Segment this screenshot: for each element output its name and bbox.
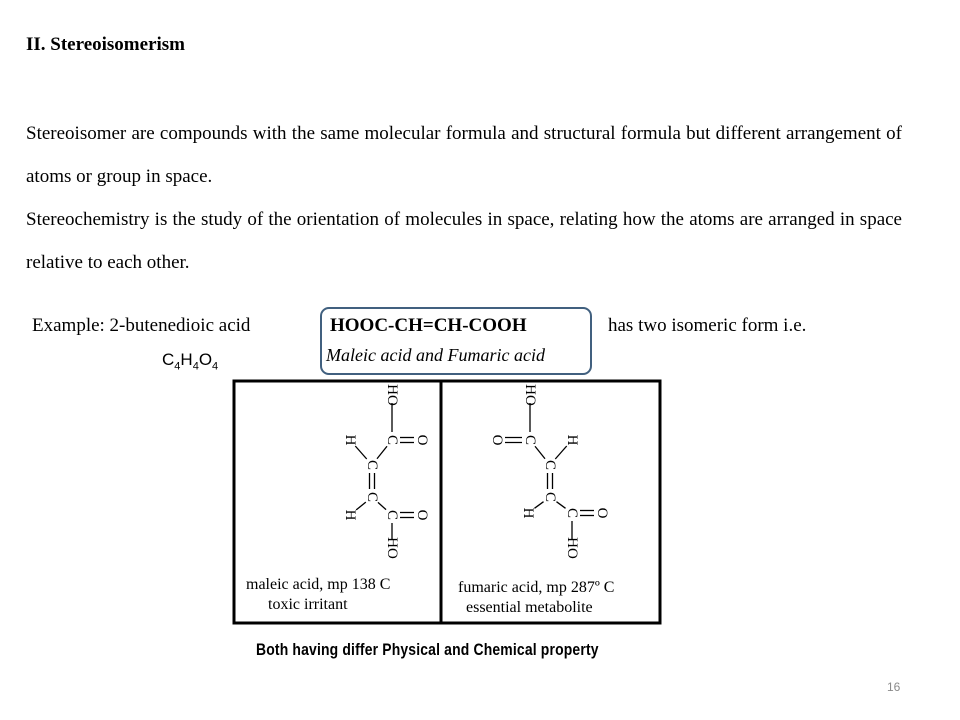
atom-label: C [364, 491, 380, 503]
atom-label: C [364, 459, 380, 471]
atom-label: C [542, 459, 558, 471]
mf-o: O [198, 350, 213, 369]
atom-label: HO [384, 537, 400, 559]
atom-label: C [542, 491, 558, 503]
atom-label: C [522, 434, 538, 446]
structural-formula: HOOC-CH=CH-COOH [330, 315, 527, 336]
atom-label: C [564, 507, 580, 519]
mf-h: H [180, 350, 193, 369]
atom-label: H [564, 434, 580, 446]
atom-label: C [384, 434, 400, 446]
isomer-names: Maleic acid and Fumaric acid [326, 345, 545, 365]
atom-label: O [414, 434, 430, 446]
bottom-note: Both having differ Physical and Chemical property [256, 640, 599, 659]
example-suffix: has two isomeric form i.e. [608, 315, 807, 336]
isomer-figure [232, 379, 664, 627]
mf-o-count: 4 [212, 360, 219, 373]
page-number: 16 [887, 680, 901, 694]
atom-label: O [489, 434, 505, 446]
atom-label: O [594, 507, 610, 519]
mf-c-count: 4 [174, 360, 181, 373]
atom-label: H [342, 434, 358, 446]
mf-h-count: 4 [192, 360, 199, 373]
slide-title: II. Stereoisomerism [26, 34, 186, 55]
mf-c: C [162, 350, 175, 369]
atom-label: HO [522, 384, 538, 406]
atom-label: O [414, 509, 430, 521]
molecular-formula [162, 350, 218, 372]
definition-stereochemistry: Stereochemistry is the study of the orientation of molecules in space, relating how the atoms are arranged in space relative to each other. [26, 209, 902, 273]
fumaric-property: essential metabolite [466, 599, 593, 616]
fumaric-caption: fumaric acid, mp 287º C [458, 579, 615, 596]
example-label: Example: 2-butenedioic acid [32, 315, 251, 336]
atom-label: C [384, 509, 400, 521]
atom-label: H [342, 509, 358, 521]
atom-label: HO [384, 384, 400, 406]
definition-stereoisomer: Stereoisomer are compounds with the same molecular formula and structural formula but different arrangement of atoms or group in space. [26, 123, 902, 187]
atom-label: HO [564, 537, 580, 559]
atom-label: H [520, 507, 536, 519]
maleic-caption: maleic acid, mp 138 C [246, 576, 391, 593]
maleic-property: toxic irritant [268, 596, 348, 613]
